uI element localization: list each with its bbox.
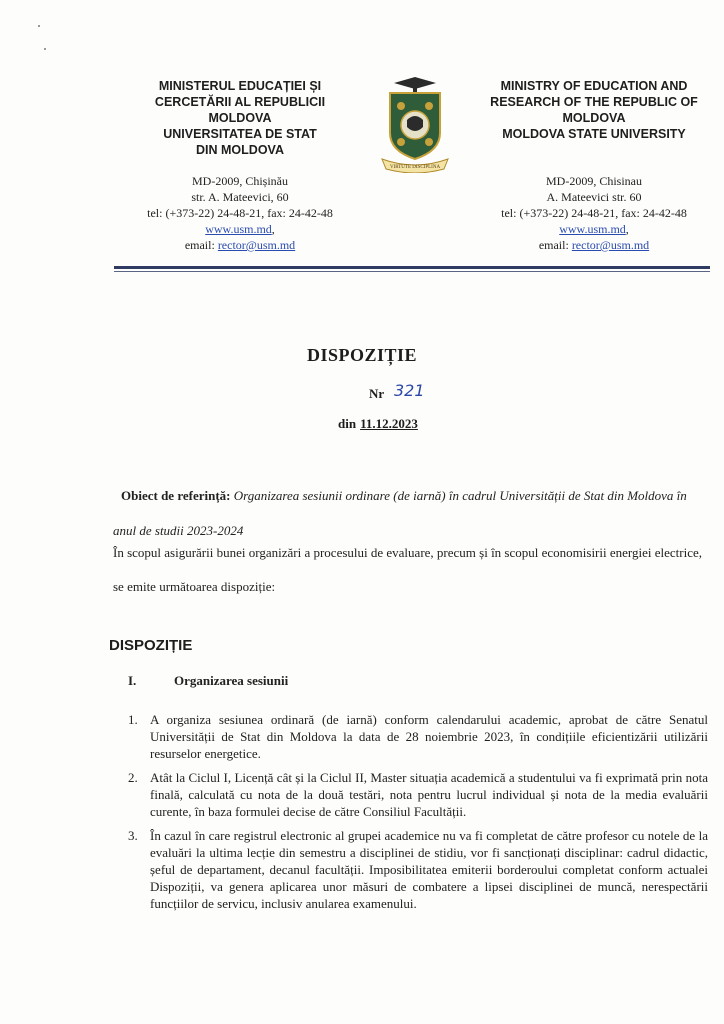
subsection-title: Organizarea sesiunii bbox=[174, 673, 289, 688]
phone-fax-line: tel: (+373-22) 24-48-21, fax: 24-42-48 bbox=[147, 206, 333, 220]
date-label: din bbox=[338, 416, 357, 431]
address-left bbox=[130, 173, 350, 253]
header-right-line: MOLDOVA STATE UNIVERSITY bbox=[502, 127, 686, 141]
header-divider bbox=[114, 266, 710, 269]
section-heading: DISPOZIȚIE bbox=[109, 637, 193, 654]
header-left-line: MINISTERUL EDUCAȚIEI ȘI bbox=[158, 79, 322, 93]
handwritten-number: 321 bbox=[394, 381, 425, 400]
scope-paragraph: În scopul asigurării bunei organizări a procesului de evaluare, precum și în scopul economisirii energiei electrice, se emite următoarea dispoziție: bbox=[113, 545, 702, 594]
email-line bbox=[130, 237, 350, 253]
scan-speck bbox=[44, 48, 46, 50]
list-item-number: 3. bbox=[128, 828, 138, 843]
email-line bbox=[478, 237, 710, 253]
reference-object-text: Organizarea sesiunii ordinare (de iarnă) în cadrul Universității de Stat din Moldova în anul de studii 2023-2024 bbox=[113, 488, 687, 538]
header-right-line: RESEARCH OF THE REPUBLIC OF bbox=[490, 95, 698, 109]
address-line: A. Mateevici str. 60 bbox=[546, 190, 642, 204]
header-left-line: MOLDOVA bbox=[208, 111, 272, 125]
scan-speck bbox=[38, 25, 40, 27]
phone-fax-line: tel: (+373-22) 24-48-21, fax: 24-42-48 bbox=[501, 206, 687, 220]
header-right-institution bbox=[480, 78, 708, 142]
website-link[interactable]: www.usm.md bbox=[559, 222, 626, 236]
email-label: email: bbox=[538, 238, 572, 252]
list-item bbox=[128, 769, 708, 820]
website-comma: , bbox=[271, 222, 275, 236]
provision-list bbox=[128, 711, 708, 919]
header-divider-thin bbox=[114, 271, 710, 272]
email-link[interactable]: rector@usm.md bbox=[217, 238, 296, 252]
header-left-line: DIN MOLDOVA bbox=[196, 143, 284, 157]
subsection-number: I. bbox=[128, 673, 137, 688]
header-left-institution bbox=[135, 78, 345, 158]
logo-motto: VIRTUTE DISCIPLINA bbox=[389, 165, 441, 170]
website-link[interactable]: www.usm.md bbox=[205, 222, 272, 236]
list-item bbox=[128, 711, 708, 762]
list-item-text: A organiza sesiunea ordinară (de iarnă) conform calendarului academic, aprobat de către Senatul Universității de Stat din Moldova la data de 28 noiembrie 2023, în condițiile eficientizării utilizării resurselor energetice. bbox=[150, 712, 708, 761]
list-item bbox=[128, 827, 708, 912]
list-item-text: În cazul în care registrul electronic al grupei academice nu va fi completat de către profesor cu notele de la evaluări la ultima lecție din semestru a disciplinei de stidiu, vor fi sancționați disciplinar: cadrul didactic, șeful de departament, decanul facultății. Imposibilitatea emiterii borderoului completat conform actualei Dispoziții, va genera aplicarea unor măsuri de combatere a lipsei disciplinei de muncă, nerespectării funcțiilor de servicu, inclusiv anularea examenului. bbox=[150, 828, 708, 911]
website-comma: , bbox=[625, 222, 629, 236]
list-item-number: 2. bbox=[128, 770, 138, 785]
reference-object-label: Obiect de referință: bbox=[121, 488, 231, 503]
date-value: 11.12.2023 bbox=[360, 416, 418, 431]
address-line: str. A. Mateevici, 60 bbox=[191, 190, 289, 204]
university-crest-logo bbox=[380, 75, 450, 173]
header-right-line: MOLDOVA bbox=[562, 111, 626, 125]
date-line bbox=[338, 416, 418, 432]
address-right bbox=[478, 173, 710, 253]
header-left-line: UNIVERSITATEA DE STAT bbox=[163, 127, 317, 141]
list-item-number: 1. bbox=[128, 712, 138, 727]
document-title: DISPOZIȚIE bbox=[306, 345, 418, 365]
number-label: Nr bbox=[369, 386, 385, 401]
header-left-line: CERCETĂRII AL REPUBLICII bbox=[154, 95, 326, 109]
website-line bbox=[130, 221, 350, 237]
address-line: MD-2009, Chișinău bbox=[192, 174, 288, 188]
website-line bbox=[478, 221, 710, 237]
email-link[interactable]: rector@usm.md bbox=[571, 238, 650, 252]
list-item-text: Atât la Ciclul I, Licență cât și la Ciclul II, Master situația academică a studentului va fi exprimată prin nota finală, calculată cu nota de la două testări, nota pentru lucrul individual și nota de la media evaluării curente, în baza formulei decise de către Consiliul Facultății. bbox=[150, 770, 708, 819]
header-right-line: MINISTRY OF EDUCATION AND bbox=[500, 79, 688, 93]
address-line: MD-2009, Chisinau bbox=[546, 174, 642, 188]
email-label: email: bbox=[184, 238, 218, 252]
